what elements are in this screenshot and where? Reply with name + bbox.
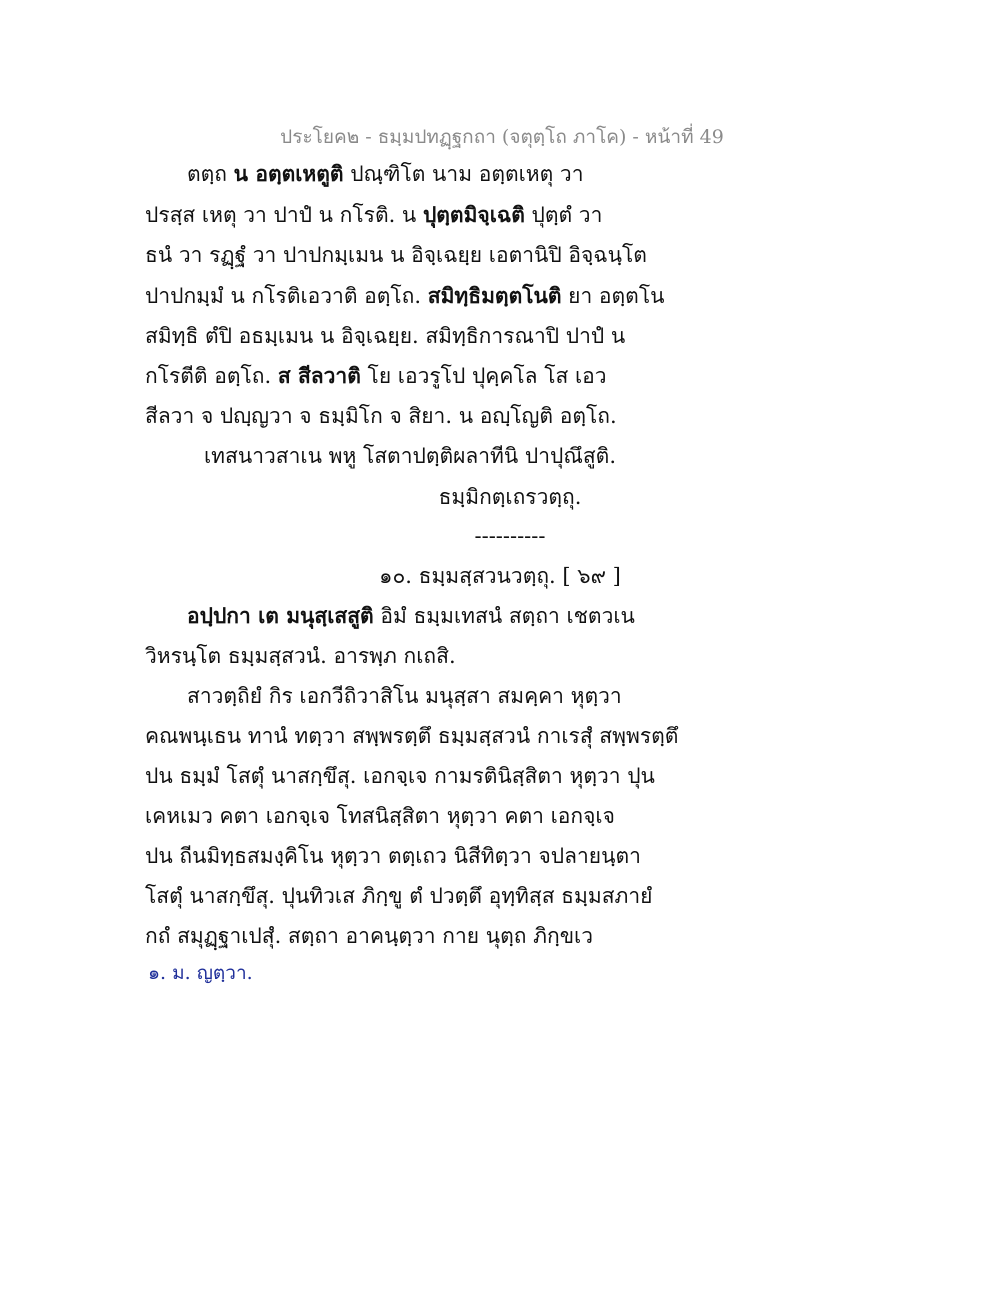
text-line bbox=[187, 602, 1000, 630]
text-line bbox=[187, 160, 1000, 188]
text-run: โย เอวรูโป ปุคฺคโล โส เอว bbox=[360, 364, 607, 388]
text-run: ปณฺฑิโต นาม อตฺตเหตุ วา bbox=[343, 162, 584, 186]
text-line bbox=[145, 322, 1000, 350]
bold-term: อปฺปกา เต มนุสฺเสสูติ bbox=[187, 603, 374, 628]
text-line: ปน ถีนมิทฺธสมงฺคิโน หุตฺวา ตตฺเถว นิสีทิตฺวา จปลายนฺตา bbox=[145, 844, 641, 868]
text-line bbox=[145, 402, 1000, 430]
text-line: วิหรนฺโต ธมฺมสฺสวนํ. อารพฺภ กเถสิ. bbox=[145, 644, 456, 668]
text-line: กถํ สมุฏฺฐาเปสุํ. สตฺถา อาคนฺตฺวา กาย นุตฺถ ภิกฺขเว bbox=[145, 924, 594, 948]
text-line: เคหเมว คตา เอกจฺเจ โทสนิสฺสิตา หุตฺวา คตา เอกจฺเจ bbox=[145, 804, 615, 828]
text-run: กโรตีติ อตฺโถ. bbox=[145, 364, 278, 388]
closing-line: เทสนาวสาเน พหู โสตาปตฺติผลาทีนิ ปาปุณึสูติ. bbox=[204, 444, 616, 468]
text-line bbox=[145, 201, 1000, 229]
text-line: สาวตฺถิยํ กิร เอกวีถิวาสิโน มนุสฺสา สมคฺคา หุตฺวา bbox=[187, 684, 622, 708]
text-run: อิมํ ธมฺมเทสนํ สตฺถา เชตวเน bbox=[373, 604, 635, 628]
divider: ---------- bbox=[474, 524, 546, 548]
text-run: ตตฺถ bbox=[187, 162, 234, 186]
text-run: ปาปกมฺมํ น กโรติเอวาติ อตฺโถ. bbox=[145, 284, 428, 308]
footnote: ๑. ม. ญตฺวา. bbox=[148, 962, 253, 984]
page-header: ประโยค๒ - ธมฺมปทฏฺฐกถา (จตุตฺโถ ภาโค) - หน้าที่ 49 bbox=[280, 126, 724, 148]
section-title: ๑๐. ธมฺมสฺสวนวตฺถุ. [ ๖๙ ] bbox=[379, 564, 621, 588]
text-line bbox=[145, 241, 1000, 269]
story-end-title: ธมฺมิกตฺเถรวตฺถุ. bbox=[438, 485, 582, 509]
text-line: ปน ธมฺมํ โสตุํ นาสกฺขึสุ. เอกจฺเจ กามรตินิสฺสิตา หุตฺวา ปุน bbox=[145, 764, 655, 788]
text-line bbox=[145, 282, 1000, 310]
text-run: ปรสฺส เหตุ วา ปาปํ น กโรติ. น bbox=[145, 203, 423, 227]
text-run: ธนํ วา รฏฺฐํ วา ปาปกมฺเมน น อิจฺเฉยฺย เอตานิปิ อิจฺฉนฺโต bbox=[145, 243, 647, 267]
bold-term: สมิทฺธิมตฺตโนติ bbox=[427, 283, 562, 308]
bold-term: น อตฺตเหตูติ bbox=[233, 161, 344, 186]
text-run: สมิทฺธิ ตํปิ อธมฺเมน น อิจฺเฉยฺย. สมิทฺธิการณาปิ ปาปํ น bbox=[145, 324, 626, 348]
text-run: สีลวา จ ปญฺญวา จ ธมฺมิโก จ สิยา. น อญฺโญติ อตฺโถ. bbox=[145, 404, 617, 428]
bold-term: ปุตฺตมิจฺเฉติ bbox=[422, 202, 525, 227]
text-run: ปุตฺตํ วา bbox=[524, 203, 603, 227]
text-line bbox=[145, 362, 1000, 390]
text-line: คณพนฺเธน ทานํ ทตฺวา สพฺพรตฺตึ ธมฺมสฺสวนํ กาเรสุํ สพฺพรตฺตึ bbox=[145, 724, 679, 748]
text-run: ยา อตฺตโน bbox=[561, 284, 665, 308]
bold-term: ส สีลวาติ bbox=[277, 363, 361, 388]
text-line: โสตุํ นาสกฺขึสุ. ปุนทิวเส ภิกฺขู ตํ ปวตฺตึ อุทฺทิสฺส ธมฺมสภายํ bbox=[145, 884, 653, 908]
